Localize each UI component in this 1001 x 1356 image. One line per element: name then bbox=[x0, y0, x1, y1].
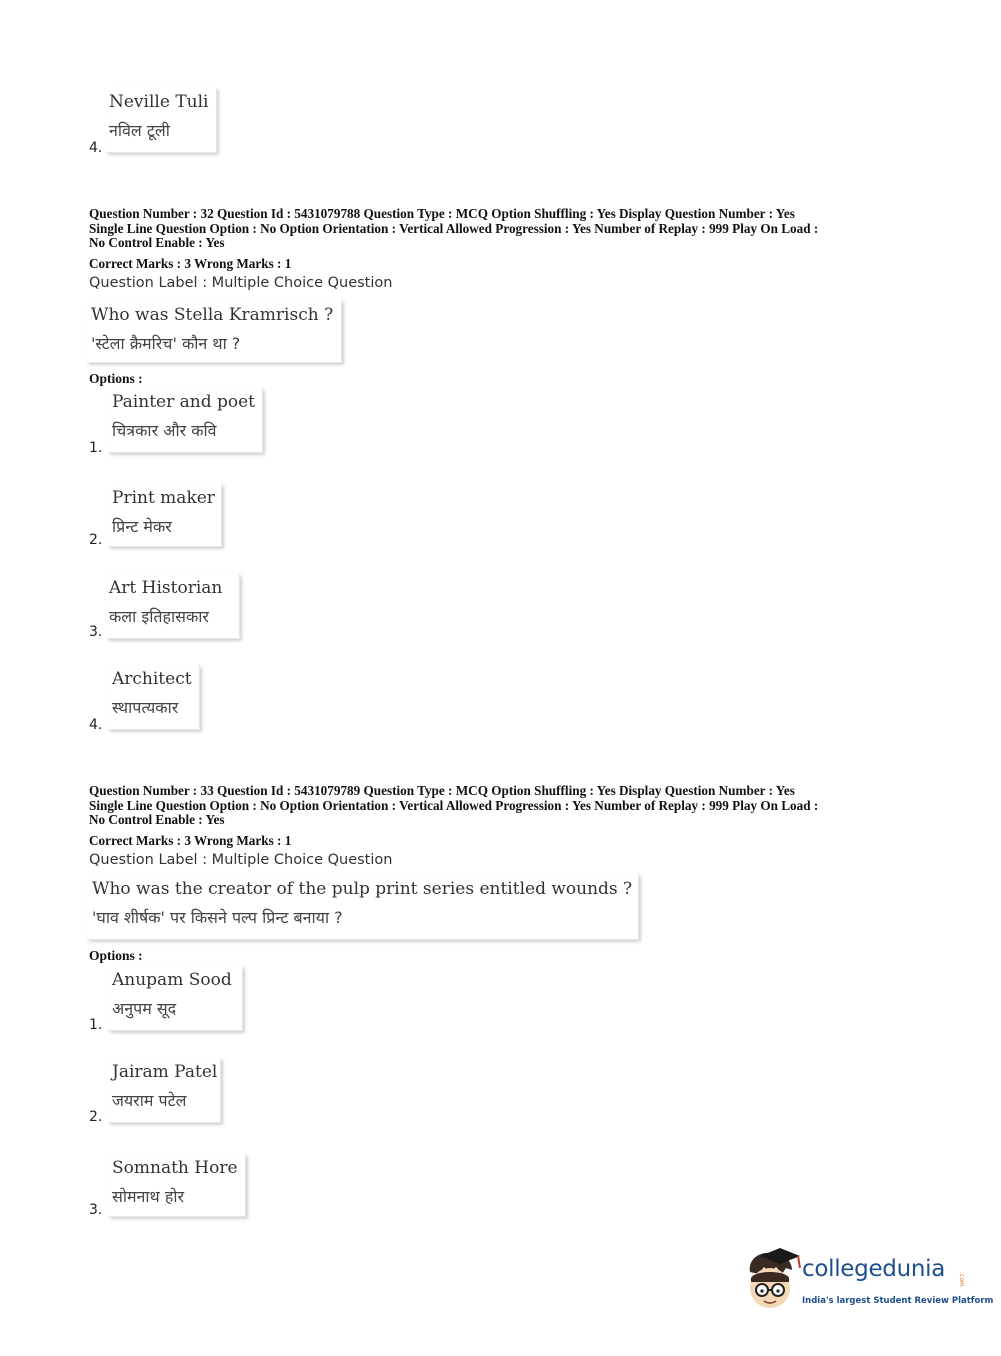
meta-line: Question Number : 32 Question Id : 5431079788 Question Type : MCQ Option Shuffling : Yes Display Question Number : Yes bbox=[89, 206, 795, 221]
meta-line: No Control Enable : Yes bbox=[89, 235, 225, 250]
option-image bbox=[108, 484, 222, 547]
option-image bbox=[108, 966, 243, 1031]
option-text-hi: प्रिन्ट मेकर bbox=[112, 517, 172, 536]
meta-line: Question Number : 33 Question Id : 5431079789 Question Type : MCQ Option Shuffling : Yes Display Question Number : Yes bbox=[89, 783, 795, 798]
options-label: Options : bbox=[89, 371, 143, 386]
option-text-hi: चित्रकार और कवि bbox=[112, 421, 217, 440]
option-text-hi: सोमनाथ होर bbox=[112, 1187, 185, 1206]
option-text-en: Print maker bbox=[112, 488, 215, 508]
meta-line: No Control Enable : Yes bbox=[89, 812, 225, 827]
option-text-en: Painter and poet bbox=[112, 392, 255, 412]
logo-tagline: India's largest Student Review Platform bbox=[802, 1296, 994, 1306]
option-number: 4. bbox=[89, 140, 103, 156]
option-number: 1. bbox=[89, 1017, 103, 1033]
option-text-en: Architect bbox=[112, 669, 192, 689]
question-label: Question Label : Multiple Choice Question bbox=[89, 852, 393, 868]
option-number: 3. bbox=[89, 1202, 103, 1218]
question-image bbox=[87, 300, 342, 363]
option-number: 2. bbox=[89, 1109, 103, 1125]
option-text-en: Anupam Sood bbox=[112, 970, 232, 990]
mascot-icon bbox=[742, 1248, 804, 1314]
option-image bbox=[108, 665, 200, 730]
option-text-hi: अनुपम सूद bbox=[112, 999, 177, 1018]
question-image bbox=[87, 874, 639, 940]
option-text-hi: कला इतिहासकार bbox=[109, 607, 209, 626]
option-text-hi: स्थापत्यकार bbox=[112, 698, 179, 717]
logo-wordmark: collegedunia bbox=[802, 1256, 946, 1282]
question-text-hi: 'घाव शीर्षक' पर किसने पल्प प्रिन्ट बनाया ? bbox=[92, 908, 343, 927]
question-text-en: Who was Stella Kramrisch ? bbox=[91, 305, 334, 325]
option-image bbox=[106, 574, 240, 639]
question-label: Question Label : Multiple Choice Question bbox=[89, 275, 393, 291]
question-text-hi: 'स्टेला क्रैमरिच' कौन था ? bbox=[91, 334, 241, 353]
meta-line: Single Line Question Option : No Option Orientation : Vertical Allowed Progression : Yes Number of Replay : 999 Play On Load : bbox=[89, 797, 819, 813]
option-text-hi: जयराम पटेल bbox=[112, 1091, 187, 1110]
option-text-en: Neville Tuli bbox=[109, 92, 209, 112]
option-image bbox=[106, 88, 217, 153]
option-number: 1. bbox=[89, 440, 103, 456]
option-number: 3. bbox=[89, 624, 103, 640]
question-meta bbox=[89, 207, 919, 251]
option-image bbox=[108, 1154, 246, 1217]
option-image bbox=[108, 388, 263, 453]
meta-line: Single Line Question Option : No Option Orientation : Vertical Allowed Progression : Yes Number of Replay : 999 Play On Load : bbox=[89, 220, 819, 236]
collegedunia-logo bbox=[742, 1248, 994, 1314]
option-number: 2. bbox=[89, 532, 103, 548]
option-text-en: Jairam Patel bbox=[112, 1062, 218, 1082]
option-text-en: Somnath Hore bbox=[112, 1158, 238, 1178]
option-text-hi: नविल टूली bbox=[109, 121, 170, 140]
question-meta bbox=[89, 784, 919, 828]
marks-line: Correct Marks : 3 Wrong Marks : 1 bbox=[89, 256, 292, 271]
option-image bbox=[108, 1058, 221, 1123]
options-label: Options : bbox=[89, 948, 143, 963]
marks-line: Correct Marks : 3 Wrong Marks : 1 bbox=[89, 833, 292, 848]
logo-suffix: .com bbox=[958, 1272, 965, 1287]
option-text-en: Art Historian bbox=[109, 578, 223, 598]
question-text-en: Who was the creator of the pulp print series entitled wounds ? bbox=[92, 879, 633, 899]
option-number: 4. bbox=[89, 717, 103, 733]
